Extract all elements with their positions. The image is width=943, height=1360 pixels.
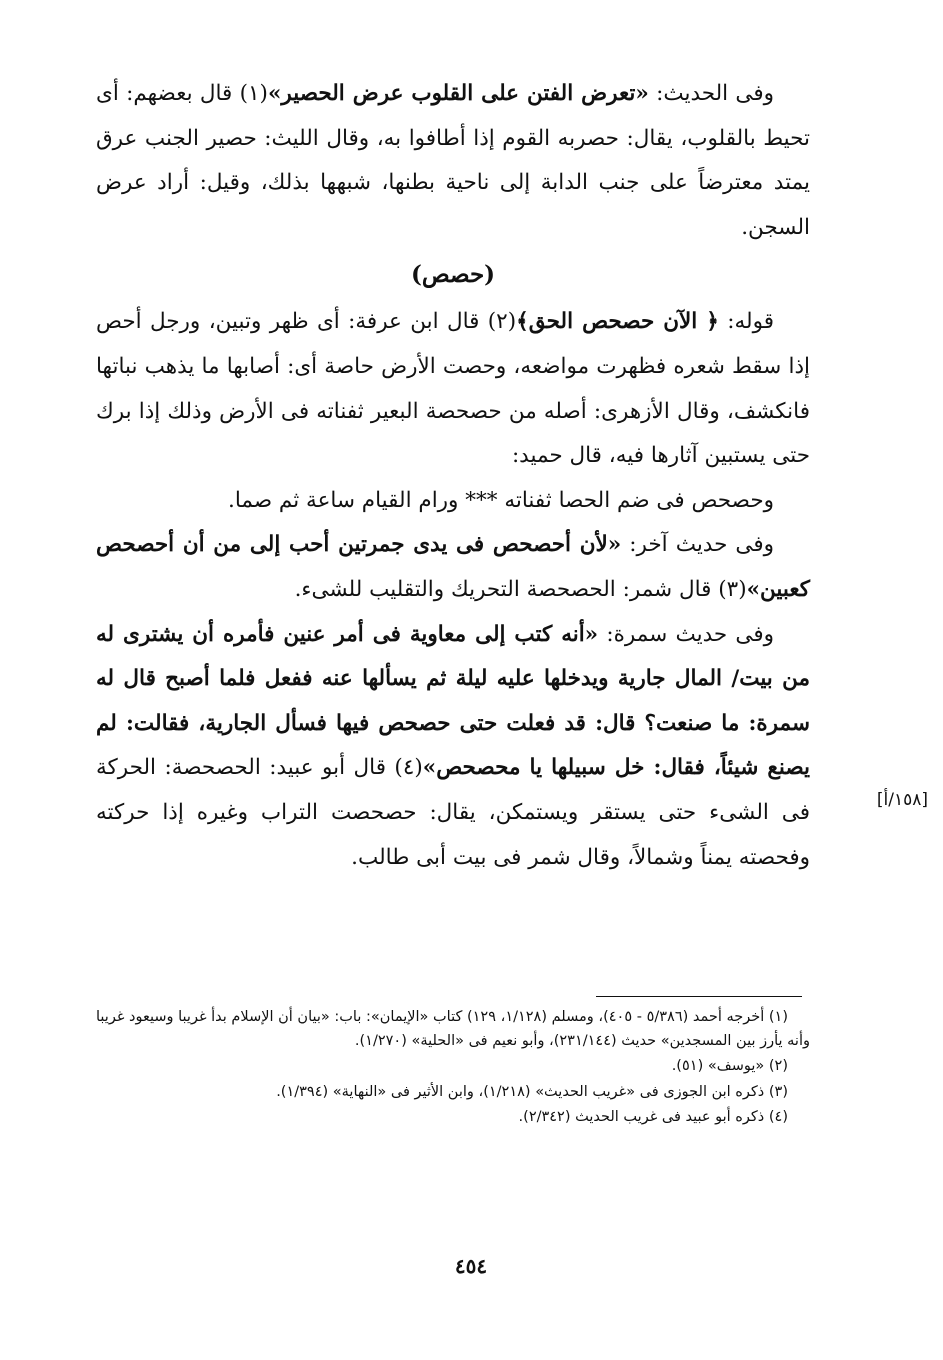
para4-intro: وفى حديث سمرة:: [598, 621, 774, 647]
para1-intro: وفى الحديث:: [648, 81, 775, 106]
paragraph-hashas-alhaq: [96, 300, 810, 478]
para2-intro: قوله:: [718, 309, 774, 335]
para1-quote: «تعرض الفتن على القلوب عرض الحصير»: [267, 81, 649, 106]
paragraph-hadith-samura: [96, 613, 810, 881]
main-text: [96, 72, 810, 880]
page-number: ٤٥٤: [454, 1254, 488, 1278]
footnote-4: (٤) ذكره أبو عبيد فى غريب الحديث (٢/٣٤٢).: [518, 1109, 788, 1125]
para4-quote: «أنه كتب إلى معاوية فى أمر عنين فأمره أن يشترى له من بيت/ المال جارية ويدخلها عليه ليلة ثم يسألها عنه ففعل فلما أصبح قال له سمرة: ما صنعت؟ قال: قد فعلت حتى حصحص فيها فسأل الجارية، فقالت: لم يصنع شيئاً، فقال: خل سبيلها يا محصحص»: [96, 621, 810, 781]
paragraph-hadith-fitan: [96, 72, 810, 250]
para3-quote: «لأن أحصحص فى يدى جمرتين أحب إلى من أن أحصحص كعبين»: [96, 532, 810, 602]
section-heading: (حصص): [410, 261, 496, 289]
para3-intro: وفى حديث آخر:: [621, 532, 775, 558]
poem-verse: وحصحص فى ضم الحصا ثفناته *** ورام القيام ساعة ثم صما.: [228, 487, 774, 513]
para1-rest: (١) قال بعضهم: أى تحيط بالقلوب، يقال: حصربه القوم إذا أطافوا به، وقال الليث: حصير الجنب عرق يمتد معترضاً على جنب الدابة إلى ناحية بطنها، شبهها بذلك، وقيل: أراد عرض السجن.: [96, 81, 810, 240]
manuscript-folio-ref: [١٥٨/أ]: [876, 790, 928, 810]
footnote-divider: [596, 996, 802, 997]
paragraph-hadith-jamratayn: [96, 523, 810, 612]
para3-rest: (٣) قال شمر: الحصحصة التحريك والتقليب للشىء.: [294, 576, 747, 602]
para2-quote: ﴿ الآن حصحص الحق﴾: [516, 309, 719, 335]
footnote-2: (٢) «يوسف» (٥١).: [671, 1058, 788, 1074]
footnote-3: (٣) ذكره ابن الجوزى فى «غريب الحديث» (١/٢١٨)، وابن الأثير فى «النهاية» (١/٣٩٤).: [276, 1083, 788, 1100]
para2-rest: (٢) قال ابن عرفة: أى ظهر وتبين، ورجل أحص إذا سقط شعره فظهرت مواضعه، وحصت الأرض حاصة أى: أصابها ما يذهب نباتها فانكشف، وقال الأزهرى: أصله من حصحصة البعير ثفناته فى الأرض وذلك إذا برك حتى يستبين آثارها فيه، قال حميد:: [96, 309, 810, 469]
para4-rest: (٤) قال أبو عبيد: الحصحصة: الحركة فى الشىء حتى يستقر ويستمكن، يقال: حصحصت التراب وغيره إذا حركته وفحصته يمناً وشمالاً، وقال شمر فى بيت أبى طالب.: [96, 755, 810, 870]
footnote-1: (١) أخرجه أحمد (٥/٣٨٦ - ٤٠٥)، ومسلم (١/١٢٨، ١٢٩) كتاب «الإيمان»: باب: «بيان أن الإسلام بدأ غريبا وسيعود غريبا وأنه يأرز بين المسجدين» حديث (٢٣١/١٤٤)، وأبو نعيم فى «الحلية» (١/٢٧٠).: [96, 1009, 810, 1049]
footnotes: [96, 1006, 810, 1132]
